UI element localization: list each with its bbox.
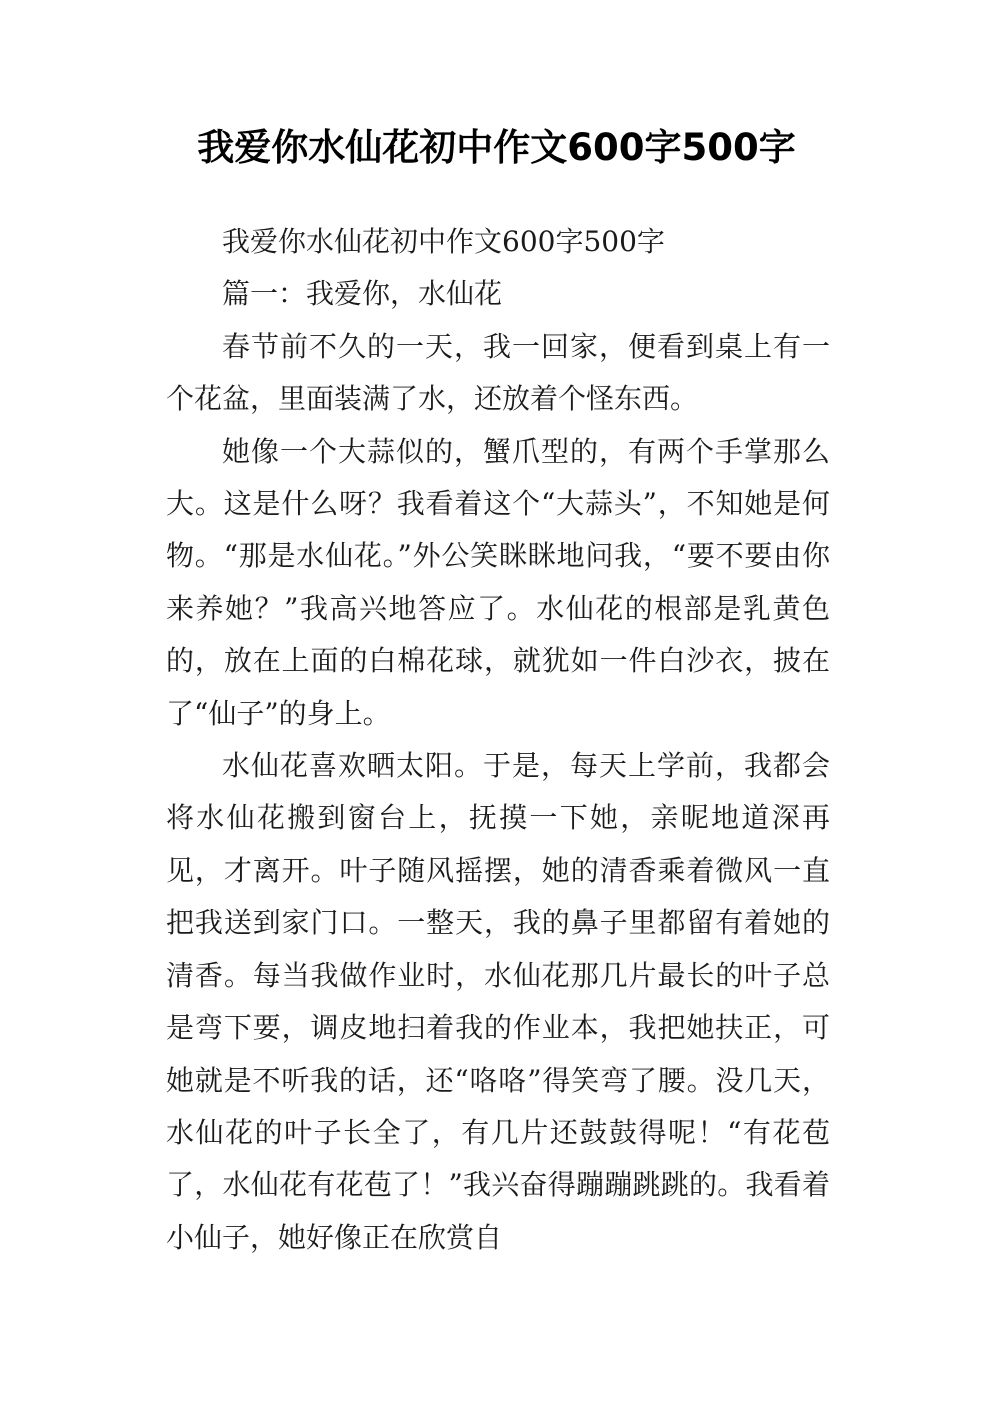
document-title: 我爱你水仙花初中作文600字500字 <box>197 126 796 169</box>
paragraph-section-title: 篇一：我爱你，水仙花 <box>222 277 503 311</box>
paragraph: 水仙花喜欢晒太阳。于是，每天上学前，我都会将水仙花搬到窗台上，抚摸一下她，亲昵地道深再见，才离开。叶子随风摇摆，她的清香乘着微风一直把我送到家门口。一整天，我的鼻子里都留有着她的清香。每当我做作业时，水仙花那几片最长的叶子总是弯下要，调皮地扫着我的作业本，我把她扶正，可她就是不听我的话，还“咯咯”得笑弯了腰。没几天，水仙花的叶子长全了，有几片还鼓鼓得呢！“有花苞了，水仙花有花苞了！”我兴奋得蹦蹦跳跳的。我看着小仙子，她好像正在欣赏自 <box>166 749 830 1254</box>
paragraph: 她像一个大蒜似的，蟹爪型的，有两个手掌那么大。这是什么呀？我看着这个“大蒜头”，不知她是何物。“那是水仙花。”外公笑眯眯地问我，“要不要由你来养她？”我高兴地答应了。水仙花的根部是乳黄色的，放在上面的白棉花球，就犹如一件白沙衣，披在了“仙子”的身上。 <box>166 434 830 730</box>
paragraph-heading: 我爱你水仙花初中作文600字500字 <box>222 225 665 258</box>
paragraph: 春节前不久的一天，我一回家，便看到桌上有一个花盆，里面装满了水，还放着个怪东西。 <box>166 329 830 416</box>
document-body <box>166 216 830 1264</box>
